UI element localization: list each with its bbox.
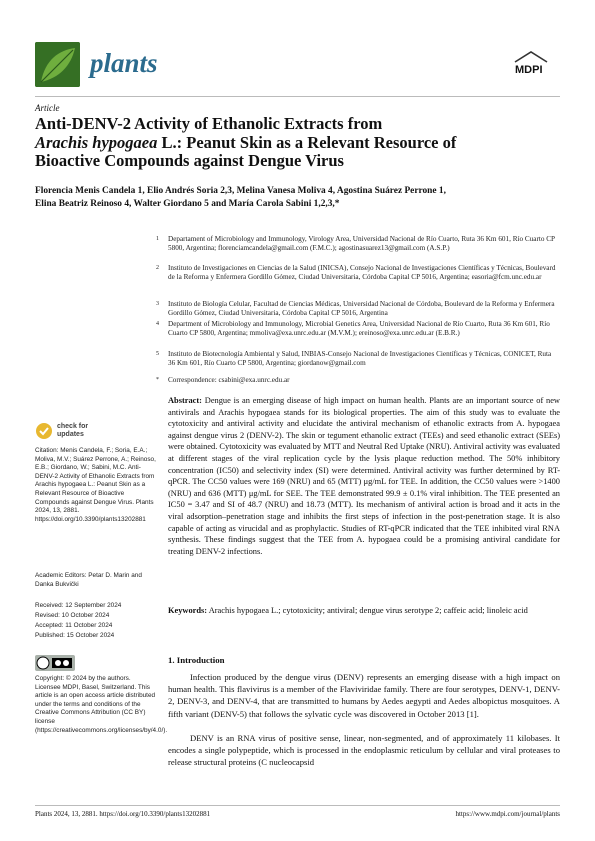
affiliation-item (156, 320, 558, 338)
affiliation-number: 1 (156, 236, 159, 242)
accepted-date: Accepted: 11 October 2024 (35, 622, 113, 629)
affiliation-text: Instituto de Investigaciones en Ciencias de la Salud (INICSA), Consejo Nacional de Investigaciones Científicas y Técnicas, Boulevard de la Reforma y Enfermera Gordillo Gómez, Ciudad Universitaria, Córdoba Capital CP 5016, Argentina; easoria@fcm.unc.edu.ar (168, 264, 556, 282)
affiliation-number: 3 (156, 301, 159, 307)
received-date: Received: 12 September 2024 (35, 602, 122, 609)
affiliation-text: Instituto de Biología Celular, Facultad de Ciencias Médicas, Universidad Nacional de Córdoba, Boulevard de la Reforma y Enfermera Gordillo Gómez, Ciudad Universitaria, Córdoba Capital CP 5016, Argentina (168, 300, 555, 318)
publisher-name: MDPI (515, 64, 543, 76)
footer-journal-url[interactable]: https://www.mdpi.com/journal/plants (455, 810, 560, 818)
title-line-2-rest: L.: Peanut Skin as a Relevant Resource of (157, 132, 457, 152)
header-divider (35, 96, 560, 97)
authors-line-2: Elina Beatriz Reinoso 4, Walter Giordano 5 and María Carola Sabini 1,2,3,* (35, 198, 340, 209)
title-line-2 (35, 134, 555, 153)
affiliation-item (156, 264, 558, 282)
article-type: Article (35, 103, 60, 113)
affiliation-number: 5 (156, 351, 159, 357)
affiliation-number: 4 (156, 321, 159, 327)
journal-logo (35, 42, 80, 87)
intro-paragraph-1: Infection produced by the dengue virus (DENV) represents an emerging disease with a high impact on human health. This flavivirus is a member of the Flaviviridae family. There are four serotypes, DENV-1, DENV-2, DENV-3, and DENV-4, that are transmitted to humans by Aedes aegypti and Aedes albopictus mosquitoes. A fifth variant (DENV-5) that follows the sylvatic cycle was discovered in October 2013 [1]. (168, 672, 560, 719)
affiliation-text: Departament of Microbiology and Immunology, Virology Area, Universidad Nacional de Río Cuarto, Ruta 36 Km 601, Río Cuarto CP 5800, Argentina; florenciamcandela@gmail.com (F.M.C.); agostinasuarez13@gmail.com (A.S.P.) (168, 235, 555, 253)
authors-line-1: Florencia Menis Candela 1, Elio Andrés Soria 2,3, Melina Vanesa Moliva 4, Agostina Suárez Perrone 1, (35, 186, 446, 196)
keywords-label: Keywords: (168, 606, 208, 615)
published-date: Published: 15 October 2024 (35, 632, 115, 639)
affiliation-item (156, 235, 558, 253)
check-for-updates-badge[interactable] (35, 420, 105, 442)
academic-editors: Academic Editors: Petar D. Marin and Danka Bukvički (35, 572, 142, 588)
article-title (35, 115, 555, 171)
abstract-label: Abstract: (168, 396, 202, 405)
affiliation-item (156, 300, 558, 318)
author-list (35, 185, 555, 210)
section-heading-introduction: 1. Introduction (168, 655, 225, 665)
keywords-text: Arachis hypogaea L.; cytotoxicity; antiviral; dengue virus serotype 2; caffeic acid; linoleic acid (207, 606, 528, 615)
species-name: Arachis hypogaea (35, 132, 158, 152)
copyright-notice: Copyright: © 2024 by the authors. Licensee MDPI, Basel, Switzerland. This article is an open access article distributed under the terms and conditions of the Creative Commons Attribution (CC BY) license (https://creativecommons.org/licenses/by/4.0/). (35, 675, 168, 734)
leaf-icon (35, 42, 80, 87)
title-line-3: Bioactive Compounds against Dengue Virus (35, 151, 344, 170)
affiliation-item (156, 350, 558, 368)
affiliation-number: 2 (156, 265, 159, 271)
citation: Citation: Menis Candela, F.; Soria, E.A.; Moliva, M.V.; Suárez Perrone, A.; Reinoso, E.B.; Giordano, W.; Sabini, M.C. Anti-DENV-2 Activity of Ethanolic Extracts from Arachis hypogaea L.: Peanut Skin as a Relevant Resource of Bioactive Compounds against Dengue Virus. Plants 2024, 13, 2881. https://doi.org/10.3390/plants13202881 (35, 447, 156, 523)
affiliation-number: * (156, 377, 159, 383)
affiliation-text: Instituto de Biotecnología Ambiental y Salud, INBIAS-Consejo Nacional de Investigaciones Científicas y Técnicas, CONICET, Ruta 36 Km 601, Río Cuarto CP 5800, Argentina; giordanow@gmail.com (168, 350, 552, 368)
intro-paragraph-2: DENV is an RNA virus of positive sense, linear, non-segmented, and of approximately 11 kilobases. It encodes a single polypeptide, which is processed in the endoplasmic reticulum by cellular and viral proteases to release structural proteins (C nucleocapsid (168, 733, 560, 768)
affiliation-text: Correspondence: csabini@exa.unrc.edu.ar (168, 376, 290, 384)
revised-date: Revised: 10 October 2024 (35, 612, 110, 619)
title-line-1: Anti-DENV-2 Activity of Ethanolic Extracts from (35, 114, 383, 133)
check-updates-label: check for updates (57, 423, 89, 438)
check-updates-icon (35, 422, 53, 440)
footer-divider (35, 805, 560, 806)
keywords (168, 605, 560, 616)
affiliation-item (156, 376, 558, 385)
abstract (168, 395, 560, 557)
footer-citation[interactable]: Plants 2024, 13, 2881. https://doi.org/10.3390/plants13202881 (35, 810, 211, 818)
abstract-text: Dengue is an emerging disease of high impact on human health. Plants are an important source of new antivirals and Arachis hypogaea stands for its biological properties. The aim of this study was to evaluate the cytotoxicity and antiviral activity and elucidate the antiviral mechanism of ethanolic extracts from A. hypogaea against dengue virus 2 (DENV-2). The skin or tegument ethanolic extract (TEEs) and seed ethanolic extract (SEEs) were obtained. Cytotoxicity was evaluated by MTT and Neutral Red Uptake (NRU). Antiviral activity was evaluated at different stages of the viral replication cycle by the lysis plaque reduction method. The 50% inhibitory concentration (IC50) and selectivity index (SI) were determined. Antiviral activity was further determined by RT-qPCR. The CC50 values were 169 (NRU) and 65 (MTT) μg/mL for TEE. In addition, the CC50 values were >1400 (NRU) and 636 (MTT) μg/mL for SEE. The TEE demonstrated 99.9 ± 0.1% viral inhibition. The TEE presented an IC50 = 3.47 and SI of 48.7 (NRU) and 18.73 (MTT). Its mechanism of antiviral action is broad and it acts in the viral adsorption–penetration stage and inhibits the first steps of infection in the post-penetration stage. It is also capable of acting as virucidal and as prophylactic. Studies of RT-qPCR indicated that the TEE inhibited viral RNA synthesis. These findings suggest that the TEE from A. hypogaea could be a promising antiviral candidate for treating DENV-2 infections. (168, 396, 560, 556)
affiliation-text: Department of Microbiology and Immunology, Microbial Genetics Area, Universidad Nacional de Río Cuarto, Ruta 36 Km 601, Río Cuarto CP 5800, Argentina; mmoliva@exa.unrc.edu.ar (M.V.M.); ereinoso@exa.unrc.edu.ar (E.B.R.) (168, 320, 550, 338)
journal-name: plants (90, 48, 158, 78)
cc-by-license-icon[interactable] (35, 655, 75, 671)
